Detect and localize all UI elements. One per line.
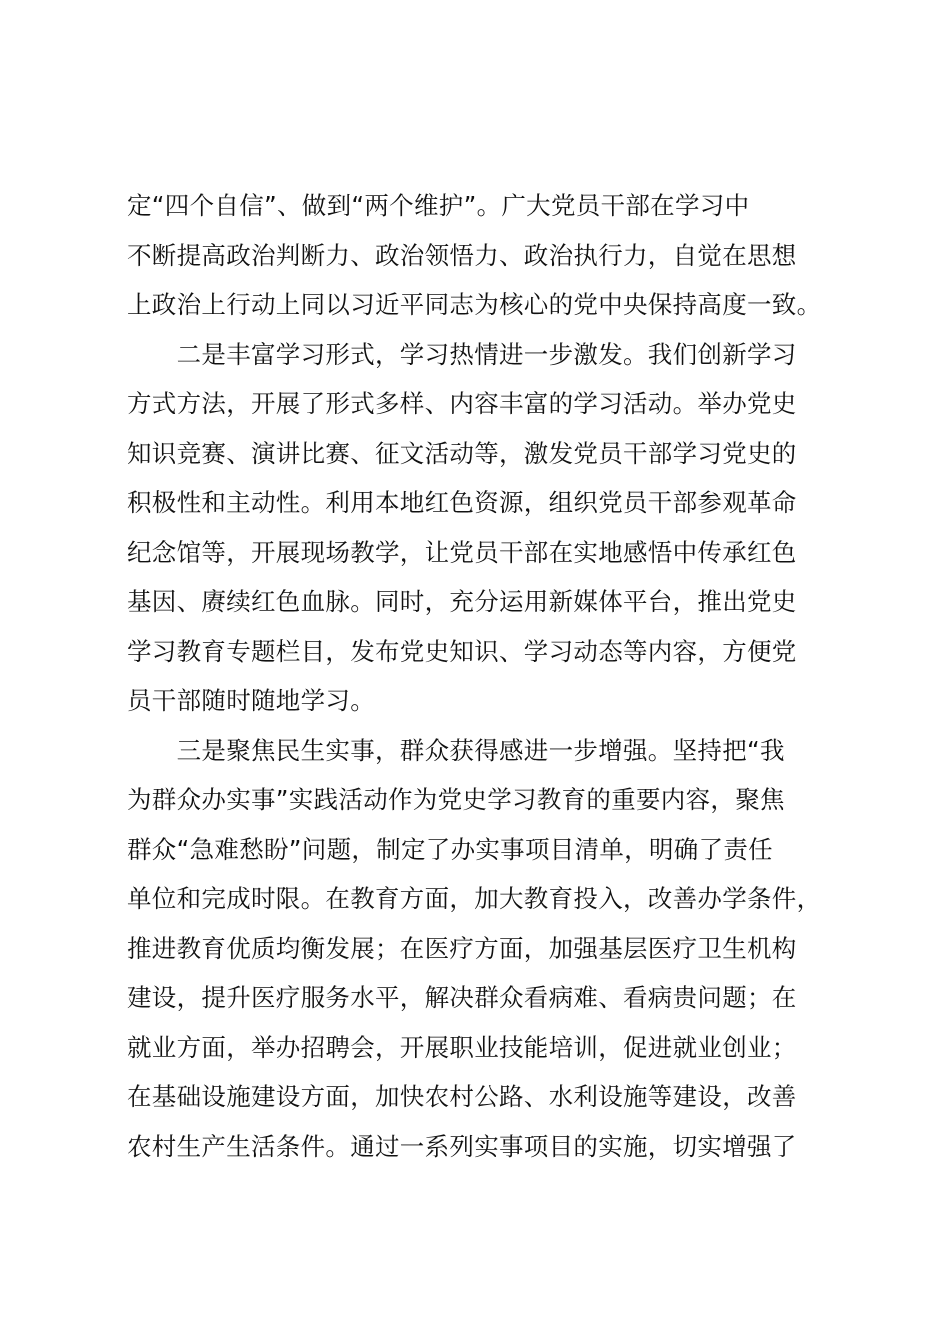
text-line: 为群众办实事”实践活动作为党史学习教育的重要内容，聚焦 [127, 785, 785, 814]
body-text [127, 181, 867, 1171]
text-line: 基因、赓续红色血脉。同时，充分运用新媒体平台，推出党史 [127, 587, 797, 616]
text-line: 就业方面，举办招聘会，开展职业技能培训，促进就业创业； [127, 1032, 797, 1062]
text-line: 三是聚焦民生实事，群众获得感进一步增强。坚持把“我 [127, 735, 785, 765]
text-line: 上政治上行动上同以习近平同志为核心的党中央保持高度一致。 [127, 290, 822, 319]
text-line: 二是丰富学习形式，学习热情进一步激发。我们创新学习 [127, 339, 797, 369]
text-line: 建设，提升医疗服务水平，解决群众看病难、看病贵问题；在 [127, 983, 797, 1012]
text-line: 纪念馆等，开展现场教学，让党员干部在实地感悟中传承红色 [127, 537, 797, 567]
text-line: 在基础设施建设方面，加快农村公路、水利设施等建设，改善 [127, 1082, 797, 1111]
text-line: 员干部随时随地学习。 [127, 686, 375, 715]
text-line: 群众“急难愁盼”问题，制定了办实事项目清单，明确了责任 [127, 834, 773, 864]
text-line: 定“四个自信”、做到“两个维护”。广大党员干部在学习中 [127, 191, 750, 220]
text-line: 不断提高政治判断力、政治领悟力、政治执行力，自觉在思想 [127, 240, 797, 270]
text-line: 推进教育优质均衡发展；在医疗方面，加强基层医疗卫生机构 [127, 933, 797, 963]
text-line: 学习教育专题栏目，发布党史知识、学习动态等内容，方便党 [127, 636, 797, 666]
text-line: 积极性和主动性。利用本地红色资源，组织党员干部参观革命 [127, 488, 797, 517]
text-line: 知识竞赛、演讲比赛、征文活动等，激发党员干部学习党史的 [127, 438, 797, 468]
text-line: 农村生产生活条件。通过一系列实事项目的实施，切实增强了 [127, 1131, 797, 1161]
text-line: 方式方法，开展了形式多样、内容丰富的学习活动。举办党史 [127, 389, 797, 418]
text-line: 单位和完成时限。在教育方面，加大教育投入，改善办学条件， [127, 884, 822, 913]
